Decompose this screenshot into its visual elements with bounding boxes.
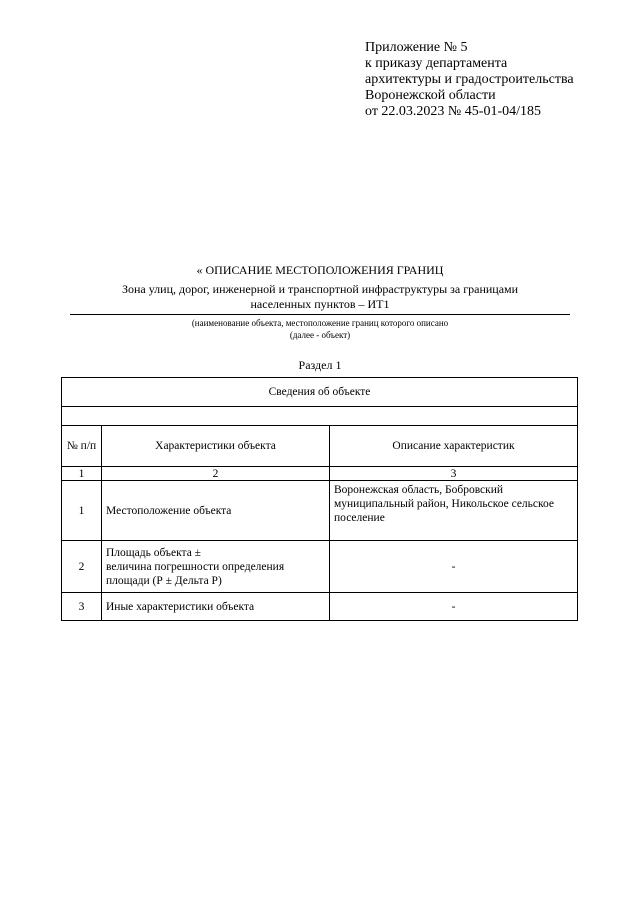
row-characteristic: [102, 541, 330, 593]
table-caption: Сведения об объекте: [62, 378, 578, 407]
section-title: Раздел 1: [298, 358, 342, 372]
row-description: -: [330, 541, 578, 593]
appendix-line: архитектуры и градостроительства: [365, 72, 574, 87]
appendix-line: Воронежской области: [365, 88, 496, 103]
appendix-line: от 22.03.2023 № 45-01-04/185: [365, 104, 542, 119]
object-note-line-2: (далее - объект): [289, 330, 351, 340]
row-num: 1: [62, 481, 102, 541]
row-characteristic-line: Площадь объекта ±: [106, 547, 201, 559]
object-name-line-1: Зона улиц, дорог, инженерной и транспортной инфраструктуры за границами: [121, 282, 519, 296]
row-characteristic: Местоположение объекта: [102, 481, 330, 541]
table-row: [62, 541, 578, 593]
table-caption-row: [62, 378, 578, 407]
row-num: 3: [62, 593, 102, 621]
row-num: 2: [62, 541, 102, 593]
row-description: Воронежская область, Бобровский муниципальный район, Никольское сельское поселение: [330, 481, 578, 541]
empty-cell: [62, 407, 578, 426]
index-cell: 3: [330, 467, 578, 481]
appendix-line: Приложение № 5: [365, 40, 468, 55]
header-characteristics: Характеристики объекта: [102, 426, 330, 467]
document-title: « ОПИСАНИЕ МЕСТОПОЛОЖЕНИЯ ГРАНИЦ: [196, 263, 444, 277]
table-index-row: [62, 467, 578, 481]
row-characteristic: Иные характеристики объекта: [102, 593, 330, 621]
header-num: № п/п: [62, 426, 102, 467]
index-cell: 1: [62, 467, 102, 481]
index-cell: 2: [102, 467, 330, 481]
object-note-line-1: (наименование объекта, местоположение границ которого описано: [191, 318, 449, 328]
table-empty-row: [62, 407, 578, 426]
object-info-table: [61, 377, 578, 621]
table-header-row: [62, 426, 578, 467]
appendix-block: [365, 40, 574, 120]
object-name-line-2: населенных пунктов – ИТ1: [250, 297, 390, 311]
header-description: Описание характеристик: [330, 426, 578, 467]
table-row: [62, 481, 578, 541]
row-characteristic-line: величина погрешности определения: [106, 561, 285, 573]
appendix-line: к приказу департамента: [365, 56, 508, 71]
table-row: [62, 593, 578, 621]
underline-divider: [70, 314, 570, 315]
row-characteristic-line: площади (Р ± Дельта Р): [106, 575, 222, 587]
row-description: -: [330, 593, 578, 621]
